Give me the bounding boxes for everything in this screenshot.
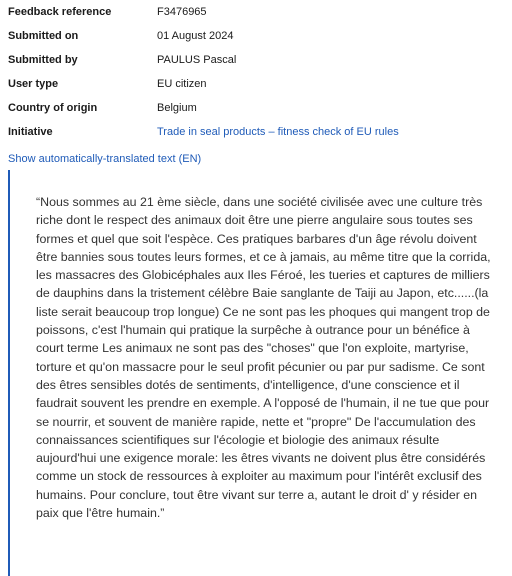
initiative-link[interactable]: Trade in seal products – fitness check of EU rules [157,126,399,138]
detail-label: Feedback reference [8,6,112,18]
detail-label: Submitted by [8,54,78,66]
detail-label: User type [8,78,59,90]
detail-row-initiative [8,120,508,144]
detail-label: Country of origin [8,102,98,114]
detail-value: 01 August 2024 [157,30,234,42]
feedback-details [8,0,508,144]
show-translation-link[interactable]: Show automatically-translated text (EN) [8,153,202,165]
feedback-text: “Nous sommes au 21 ème siècle, dans une société civilisée avec une culture très riche dont le respect des animaux doit être une pierre angulaire sous toutes ses formes et quel que soit l'espèce. Ces pratiques barbares d'un âge révolu doivent être bannies sous toutes leurs formes, et ce à jamais, au même titre que la corrida, les massacres des Globicéphales aux Iles Féroé, les tueries et captures de milliers de dauphins dans la tristement célèbre Baie sanglante de Taiji au Japon, etc......(la liste serait beaucoup trop longue) Ce ne sont pas les phoques qui mangent trop de poissons, c'est l'humain qui pratique la surpêche à outrance pour un bénéfice à court terme Les animaux ne sont pas des "choses" que l'on exploite, martyrise, torture et qu'on massacre pour le seul profit pécunier ou par pur sadisme. Ce sont des êtres sensibles dotés de sentiments, d'intelligence, d'une conscience et il faudrait souvent les prendre en exemple. A l'opposé de l'humain, il ne tue que pour se nourrir, et souvent de manière rapide, nette et "propre" De l'accumulation des connaissances scientifiques sur l'écologie et biologie des animaux résulte aujourd'hui une exigence morale: les êtres vivants ne doivent plus être considérés comme un stock de ressources à exploiter au maximum pour l'intérêt exclusif des humains. Pour conclure, tout être vivant sur terre a, autant le droit d' y résider en paix que l'être humain.” [36,195,491,521]
detail-row-feedback-reference [8,0,508,24]
detail-value: Belgium [157,102,197,114]
detail-value: F3476965 [157,6,207,18]
detail-label: Submitted on [8,30,79,42]
detail-row-user-type [8,72,508,96]
detail-row-submitted-by [8,48,508,72]
feedback-text-panel [8,170,512,576]
detail-row-country-of-origin [8,96,508,120]
detail-row-submitted-on [8,24,508,48]
detail-value: EU citizen [157,78,207,90]
detail-value: PAULUS Pascal [157,54,237,66]
detail-label: Initiative [8,126,53,138]
